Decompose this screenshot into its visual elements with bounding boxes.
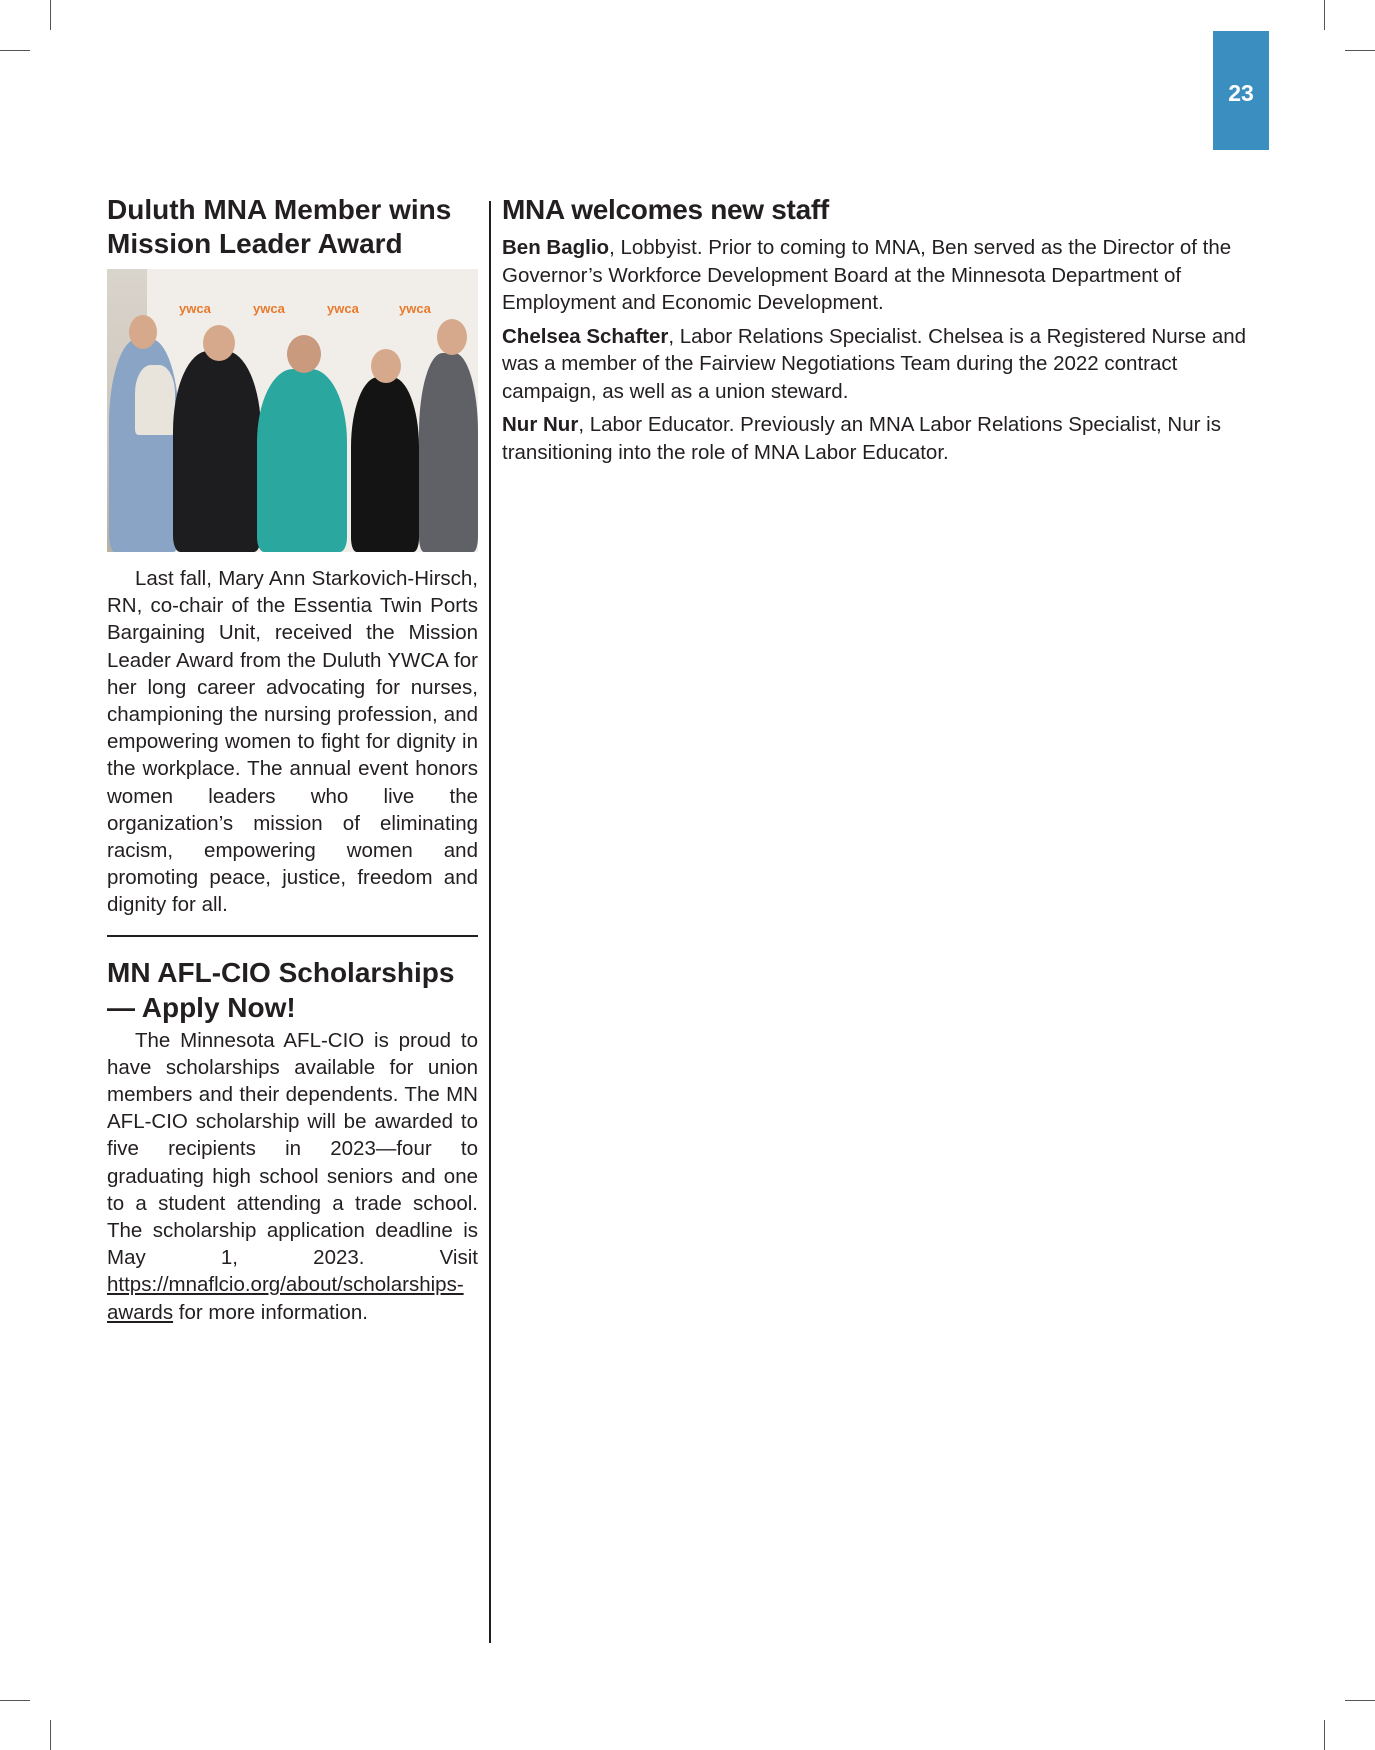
staff-name: Chelsea Schafter bbox=[502, 324, 669, 348]
section-divider bbox=[107, 935, 478, 937]
crop-mark bbox=[50, 0, 51, 30]
ywca-logo: ywca bbox=[253, 301, 285, 316]
ywca-logo: ywca bbox=[327, 301, 359, 316]
staff-entry bbox=[502, 234, 1269, 317]
person-head bbox=[371, 349, 401, 383]
person-figure bbox=[419, 353, 478, 552]
person-figure bbox=[351, 377, 419, 552]
person-head bbox=[437, 319, 467, 355]
staff-description: , Lobbyist. Prior to coming to MNA, Ben served as the Director of the Governor’s Workforce Development Board at the Minnesota Department of Employment and Economic Development. bbox=[502, 236, 1232, 314]
crop-mark bbox=[1324, 0, 1325, 30]
page-number: 23 bbox=[1213, 31, 1269, 150]
crop-mark bbox=[1345, 50, 1375, 51]
ywca-logo: ywca bbox=[399, 301, 431, 316]
staff-description: , Labor Educator. Previously an MNA Labor Relations Specialist, Nur is transitioning into the role of MNA Labor Educator. bbox=[502, 413, 1221, 464]
person-figure bbox=[257, 369, 347, 552]
staff-heading: MNA welcomes new staff bbox=[502, 194, 829, 225]
baby-figure bbox=[135, 365, 175, 435]
award-body: Last fall, Mary Ann Starkovich-Hirsch, RN, co-chair of the Essentia Twin Ports Bargaining Unit, received the Mission Leader Award from the Duluth YWCA for her long career advocating for nurses, championing the nursing profession, and empowering women to fight for dignity in the workplace. The annual event honors women leaders who live the organization’s mission of eliminating racism, empowering women and promoting peace, justice, freedom and dignity for all. bbox=[107, 567, 478, 917]
crop-mark bbox=[0, 50, 30, 51]
person-head bbox=[129, 315, 157, 349]
staff-entry bbox=[502, 411, 1269, 466]
staff-name: Nur Nur bbox=[502, 413, 579, 436]
right-column bbox=[502, 193, 1269, 472]
award-photo bbox=[107, 269, 478, 552]
staff-description: , Labor Relations Specialist. Chelsea is a Registered Nurse and was a member of the Fairview Negotiations Team during the 2022 contract campaign, as well as a union steward. bbox=[502, 324, 1247, 403]
scholarship-link[interactable]: https://mnaflcio.org/about/scholarships-awards bbox=[107, 1273, 464, 1324]
scholarship-heading: MN AFL-CIO Scholarships — Apply Now! bbox=[107, 956, 455, 1023]
column-divider bbox=[489, 201, 491, 1643]
person-figure bbox=[173, 351, 261, 552]
person-head bbox=[203, 325, 235, 361]
scholarship-body bbox=[107, 1027, 478, 1326]
crop-mark bbox=[1345, 1700, 1375, 1701]
crop-mark bbox=[1324, 1720, 1325, 1750]
left-column bbox=[107, 193, 478, 1326]
person-head bbox=[287, 335, 321, 373]
crop-mark bbox=[50, 1720, 51, 1750]
scholarship-body-end: for more information. bbox=[173, 1300, 368, 1324]
ywca-logo: ywca bbox=[179, 301, 211, 316]
crop-mark bbox=[0, 1700, 30, 1701]
award-heading: Duluth MNA Member wins Mission Leader Award bbox=[107, 194, 452, 259]
staff-entry bbox=[502, 323, 1269, 406]
scholarship-body-text: The Minnesota AFL-CIO is proud to have scholarships available for union members and their dependents. The MN AFL-CIO scholarship will be awarded to five recipients in 2023—four to graduating high school seniors and one to a student attending a trade school. The scholarship application deadline is May 1, 2023. Visit bbox=[107, 1028, 478, 1270]
staff-name: Ben Baglio bbox=[502, 236, 610, 259]
